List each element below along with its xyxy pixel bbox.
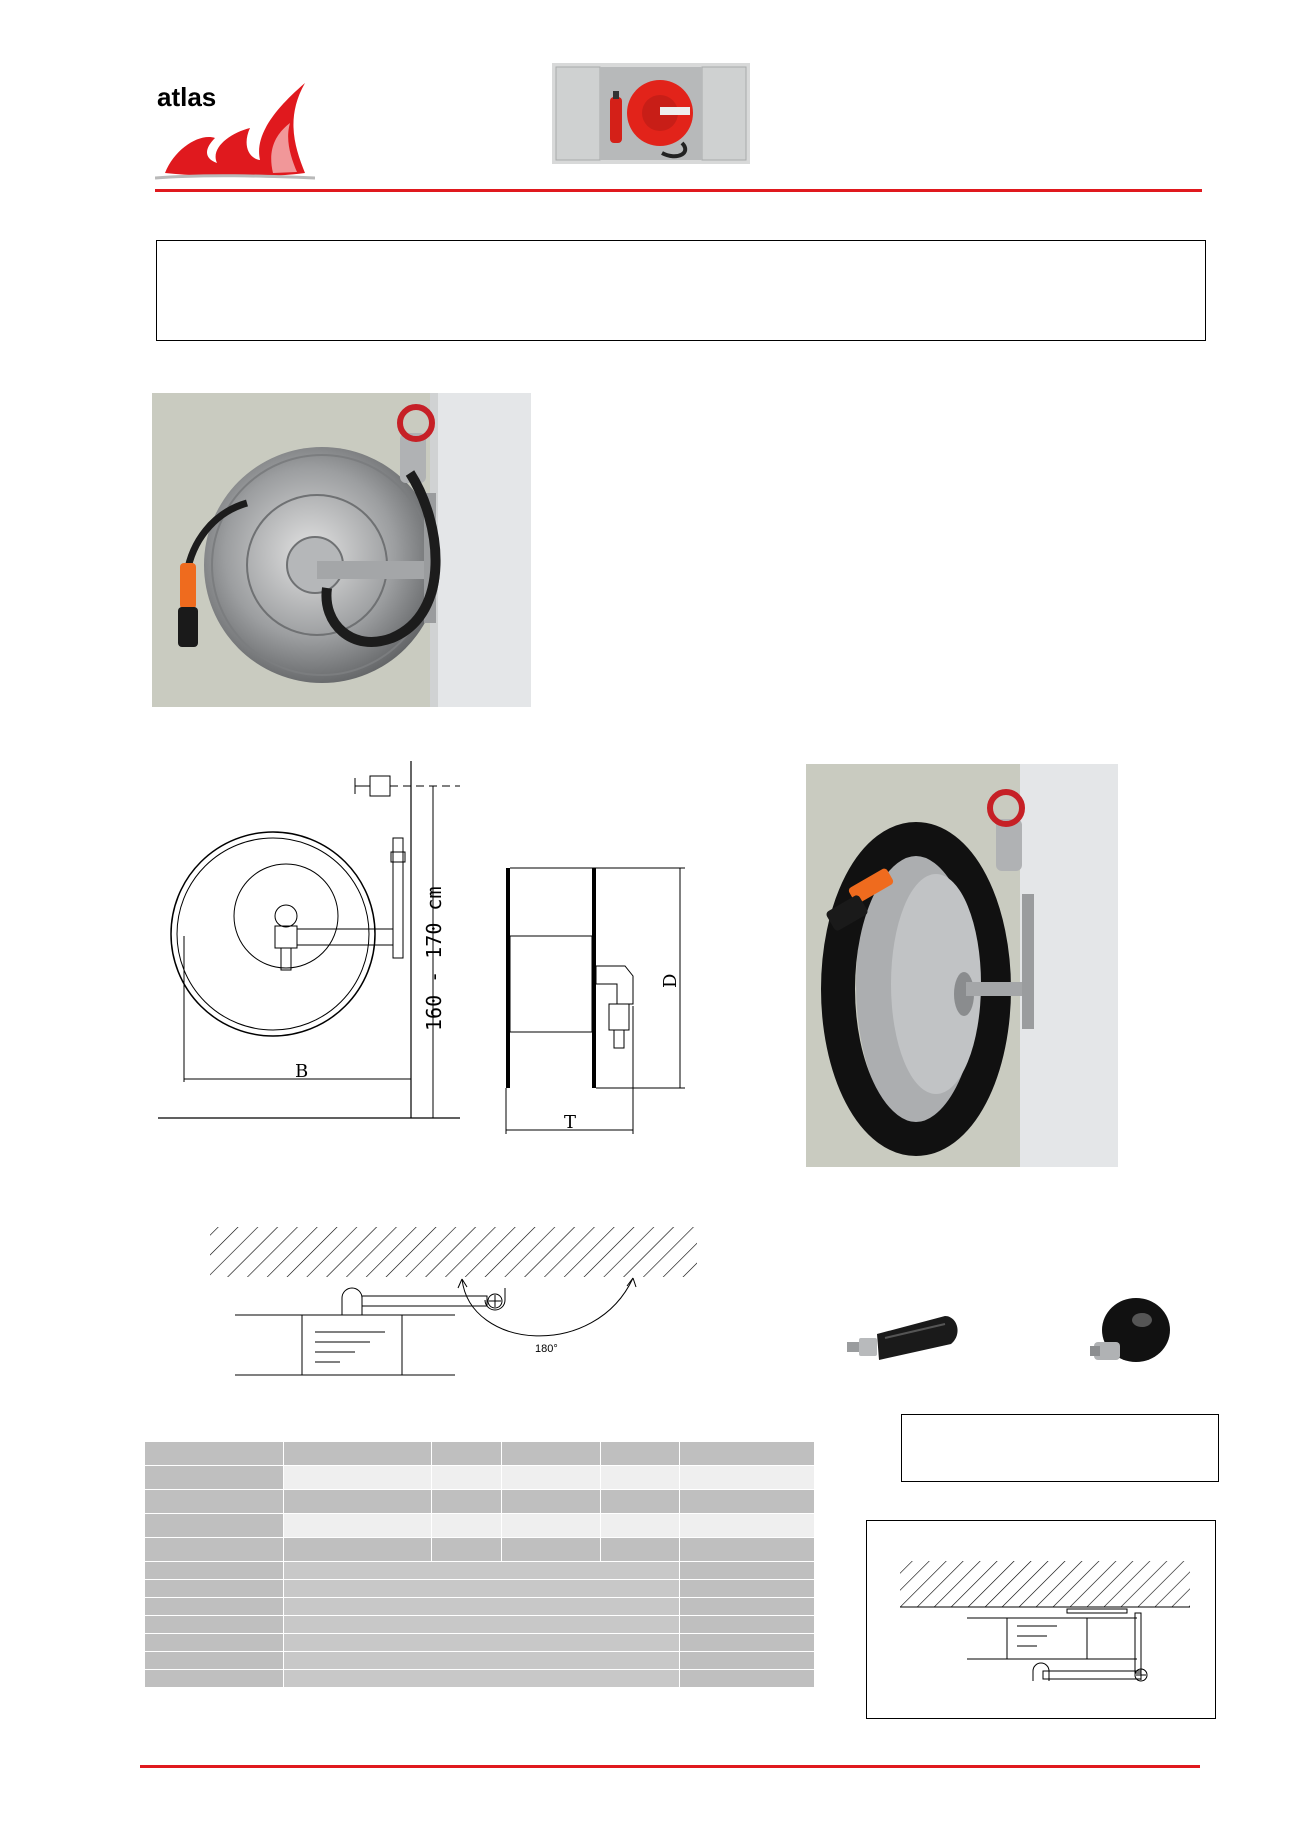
diameter-dimension-label: D <box>660 973 681 988</box>
mounting-diagram <box>867 1521 1214 1717</box>
table-row <box>145 1580 815 1598</box>
mounting-diagram-box <box>866 1520 1216 1719</box>
table-row <box>145 1598 815 1616</box>
table-row <box>145 1490 815 1514</box>
table-row <box>145 1652 815 1670</box>
footer-rule <box>140 1765 1200 1768</box>
depth-dimension-label: T <box>564 1112 577 1133</box>
hose-reel-with-hose-photo <box>806 764 1118 1167</box>
cabinet-photo <box>552 63 750 164</box>
table-row <box>145 1466 815 1490</box>
logo-wordmark: atlas <box>157 82 217 112</box>
atlas-logo <box>155 78 315 183</box>
table-row <box>145 1442 815 1466</box>
width-dimension-label: B <box>295 1061 309 1082</box>
header-rule <box>155 189 1202 192</box>
jet-nozzle-photo <box>845 1310 965 1370</box>
table-row <box>145 1538 815 1562</box>
table-row <box>145 1616 815 1634</box>
swivel-diagram <box>205 1220 705 1390</box>
table-row <box>145 1634 815 1652</box>
swivel-angle-label: 180° <box>535 1343 558 1355</box>
note-box <box>901 1414 1219 1482</box>
spec-table <box>144 1441 815 1688</box>
table-row <box>145 1562 815 1580</box>
flame-icon <box>155 78 315 183</box>
table-row <box>145 1514 815 1538</box>
dimension-drawing <box>155 756 715 1136</box>
title-box <box>156 240 1206 341</box>
hose-reel-photo <box>152 393 531 707</box>
table-row <box>145 1670 815 1688</box>
spray-nozzle-photo <box>1088 1290 1178 1380</box>
height-dimension-label: 160 - 170 cm <box>422 886 446 1031</box>
